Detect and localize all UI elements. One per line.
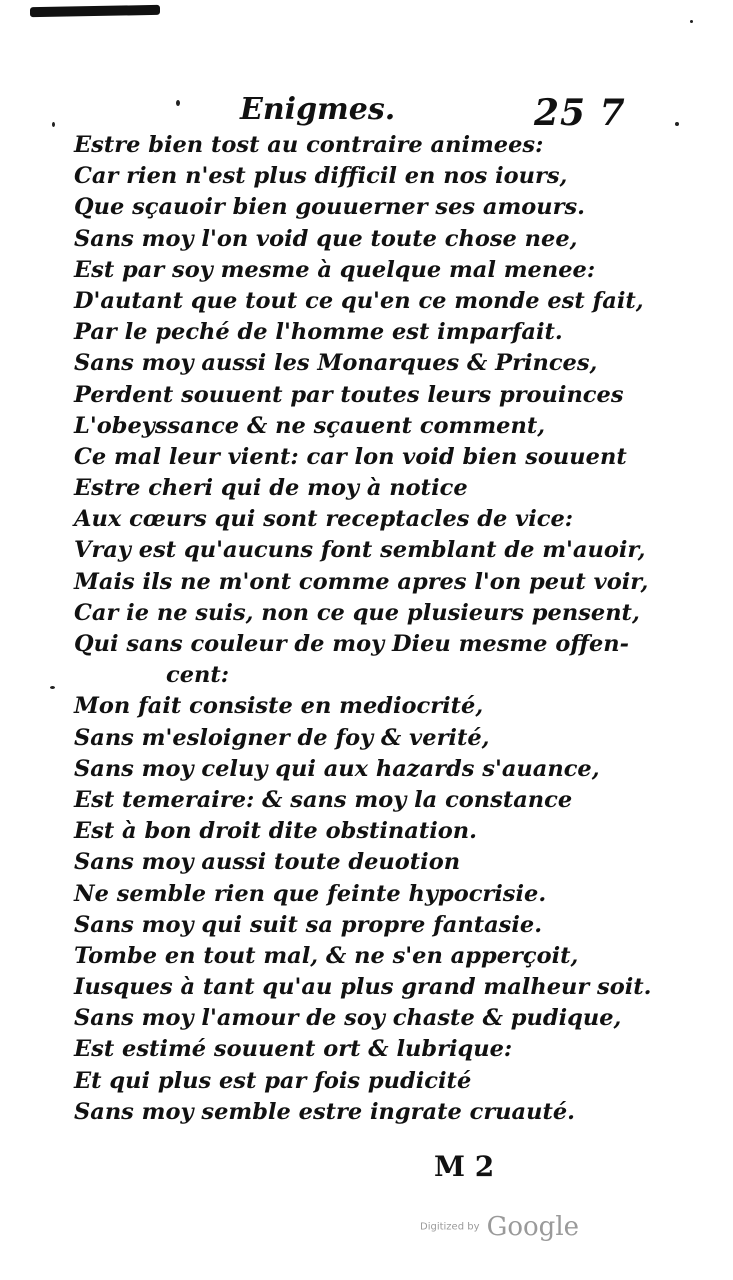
poem-line: Par le peché de l'homme est imparfait. <box>74 319 563 346</box>
poem-line: Qui sans couleur de moy Dieu mesme offen- <box>74 631 629 657</box>
ink-speck <box>675 122 679 126</box>
poem-line: Vray est qu'aucuns font semblant de m'auoir, <box>74 537 646 564</box>
poem-line: D'autant que tout ce qu'en ce monde est fait, <box>74 287 644 314</box>
top-rule-ornament <box>30 5 160 17</box>
poem-line-continuation: cent: <box>166 662 230 689</box>
poem-text <box>74 130 652 1128</box>
poem-line: Tombe en tout mal, & ne s'en apperçoit, <box>74 942 579 969</box>
poem-line: Et qui plus est par fois pudicité <box>74 1067 472 1094</box>
poem-line: Est par soy mesme à quelque mal menee: <box>74 256 596 283</box>
ink-speck <box>52 122 55 127</box>
poem-line: Perdent souuent par toutes leurs prouinces <box>74 381 624 408</box>
poem-line: Estre bien tost au contraire animees: <box>74 132 544 158</box>
poem-line: Sans moy celuy qui aux hazards s'auance, <box>74 755 600 782</box>
watermark-prefix: Digitized by <box>420 1221 480 1233</box>
poem-line: Mon fait consiste en mediocrité, <box>74 693 484 720</box>
watermark-brand: Google <box>486 1212 580 1242</box>
poem-line: Sans m'esloigner de foy & verité, <box>74 724 490 751</box>
poem-line: Car ie ne suis, non ce que plusieurs pensent, <box>74 599 640 626</box>
ink-speck <box>690 20 693 23</box>
poem-line: Mais ils ne m'ont comme apres l'on peut voir, <box>74 568 649 595</box>
poem-line: L'obeyssance & ne sçauent comment, <box>74 412 546 439</box>
running-head: Enigmes. <box>240 92 396 127</box>
poem-line: Est estimé souuent ort & lubrique: <box>74 1036 513 1063</box>
poem-line: Ne semble rien que feinte hypocrisie. <box>74 880 547 907</box>
page-number: 25 7 <box>534 92 626 134</box>
poem-line: Ce mal leur vient: car lon void bien souuent <box>74 443 627 470</box>
poem-line: Sans moy l'on void que toute chose nee, <box>74 225 578 252</box>
poem-line: Sans moy aussi toute deuotion <box>74 849 461 876</box>
poem-line: Sans moy qui suit sa propre fantasie. <box>74 911 543 938</box>
poem-line: Car rien n'est plus difficil en nos iours, <box>74 163 568 190</box>
poem-line: Aux cœurs qui sont receptacles de vice: <box>74 506 574 533</box>
poem-line: Est à bon droit dite obstination. <box>74 818 478 845</box>
digitization-watermark <box>420 1212 579 1242</box>
poem-line: Iusques à tant qu'au plus grand malheur soit. <box>74 974 652 1001</box>
signature-mark: M 2 <box>434 1150 495 1183</box>
poem-line: Sans moy l'amour de soy chaste & pudique, <box>74 1005 622 1032</box>
poem-line: Estre cheri qui de moy à notice <box>74 475 468 502</box>
ink-speck <box>176 100 180 106</box>
poem-line: Sans moy aussi les Monarques & Princes, <box>74 350 598 377</box>
poem-line: Est temeraire: & sans moy la constance <box>74 786 573 813</box>
poem-line: Que sçauoir bien gouuerner ses amours. <box>74 194 586 221</box>
poem-line: Sans moy semble estre ingrate cruauté. <box>74 1098 576 1125</box>
ink-speck <box>50 686 55 689</box>
